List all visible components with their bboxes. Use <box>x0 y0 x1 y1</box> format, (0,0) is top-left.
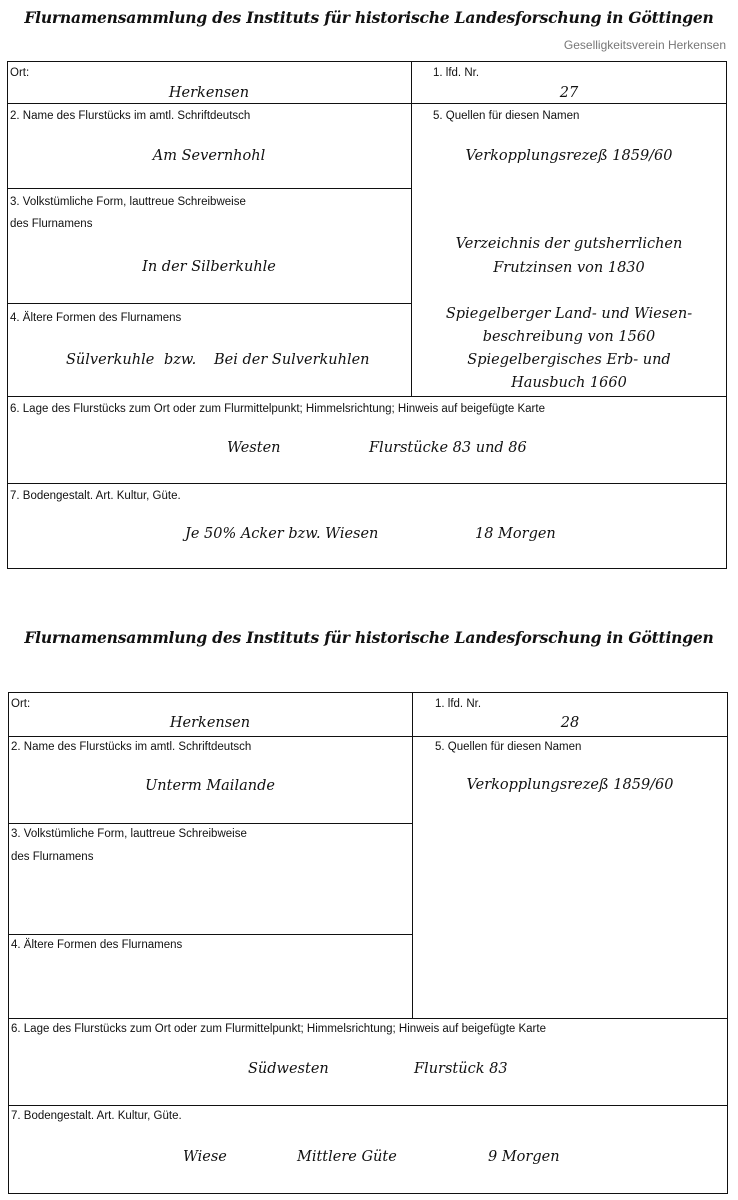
card2-column-divider <box>412 692 413 1018</box>
card1-quellen-line-4: Spiegelberger Land- und Wiesen- <box>445 306 693 322</box>
card1-aeltere-value-1: Sülverkuhle <box>66 352 155 368</box>
card2-volks-label-1: 3. Volkstümliche Form, lauttreue Schreibweise <box>11 828 247 840</box>
card1-row-divider-2 <box>7 188 411 189</box>
card1-nr-label: 1. lfd. Nr. <box>433 67 480 79</box>
card2-boden-value-3: 9 Morgen <box>488 1149 560 1165</box>
card2-boden-label: 7. Bodengestalt. Art. Kultur, Güte. <box>11 1110 182 1122</box>
card1-quellen-line-2: Verzeichnis der gutsherrlichen <box>455 236 683 252</box>
card2-lage-label: 6. Lage des Flurstücks zum Ort oder zum Flurmittelpunkt; Himmelsrichtung; Hinweis auf beigefügte Karte <box>11 1023 546 1035</box>
card1-title: Flurnamensammlung des Instituts für historische Landesforschung in Göttingen <box>24 8 714 27</box>
card1-quellen-line-3: Frutzinsen von 1830 <box>493 260 645 276</box>
card1-row-divider-3 <box>7 303 411 304</box>
card1-volks-label-1: 3. Volkstümliche Form, lauttreue Schreibweise <box>10 196 246 208</box>
card2-name-value: Unterm Mailande <box>145 778 275 794</box>
card1-ort-label: Ort: <box>10 67 30 79</box>
card2-aeltere-label: 4. Ältere Formen des Flurnamens <box>11 939 183 951</box>
card2-quellen-line-1: Verkopplungsrezeß 1859/60 <box>466 777 674 793</box>
card1-volks-value: In der Silberkuhle <box>142 259 276 275</box>
card1-row-divider-5 <box>7 483 727 484</box>
card1-nr-value: 27 <box>559 85 579 101</box>
card1-aeltere-label: 4. Ältere Formen des Flurnamens <box>10 312 182 324</box>
card1-quellen-line-6: Spiegelbergisches Erb- und <box>467 352 671 368</box>
card1-boden-label: 7. Bodengestalt. Art. Kultur, Güte. <box>10 490 181 502</box>
card1-aeltere-value-3: Bei der Sulverkuhlen <box>214 352 370 368</box>
card2-volks-label-2: des Flurnamens <box>11 851 94 863</box>
card1-row-divider-4 <box>7 396 727 397</box>
card1-column-divider <box>411 61 412 396</box>
card1-aeltere-value-2: bzw. <box>164 352 197 368</box>
card2-nr-label: 1. lfd. Nr. <box>435 698 482 710</box>
card1-quellen-label: 5. Quellen für diesen Namen <box>433 110 580 122</box>
card1-quellen-line-1: Verkopplungsrezeß 1859/60 <box>465 148 673 164</box>
card2-title: Flurnamensammlung des Instituts für historische Landesforschung in Göttingen <box>24 628 714 647</box>
card1-lage-label: 6. Lage des Flurstücks zum Ort oder zum Flurmittelpunkt; Himmelsrichtung; Hinweis auf beigefügte Karte <box>10 403 545 415</box>
card1-ort-value: Herkensen <box>168 85 250 101</box>
card1-lage-value-2: Flurstücke 83 und 86 <box>369 440 527 456</box>
card1-quellen-line-7: Hausbuch 1660 <box>511 375 627 391</box>
card2-ort-label: Ort: <box>11 698 31 710</box>
card1-name-value: Am Severnhohl <box>152 148 266 164</box>
card2-boden-value-1: Wiese <box>183 1149 227 1165</box>
card2-lage-value-1: Südwesten <box>248 1061 329 1077</box>
card1-boden-value-1: Je 50% Acker bzw. Wiesen <box>185 526 379 542</box>
card1-quellen-line-5: beschreibung von 1560 <box>482 329 656 345</box>
card2-name-label: 2. Name des Flurstücks im amtl. Schriftdeutsch <box>11 741 252 753</box>
card2-quellen-label: 5. Quellen für diesen Namen <box>435 741 582 753</box>
card1-name-label: 2. Name des Flurstücks im amtl. Schriftdeutsch <box>10 110 251 122</box>
card1-lage-value-1: Westen <box>227 440 281 456</box>
card2-nr-value: 28 <box>560 715 580 731</box>
card2-boden-value-2: Mittlere Güte <box>297 1149 397 1165</box>
card2-ort-value: Herkensen <box>169 715 251 731</box>
card1-boden-value-2: 18 Morgen <box>475 526 556 542</box>
card1-volks-label-2: des Flurnamens <box>10 218 93 230</box>
card1-subtitle: Geselligkeitsverein Herkensen <box>563 38 726 52</box>
card2-lage-value-2: Flurstück 83 <box>414 1061 508 1077</box>
card1-row-divider-1 <box>7 103 727 104</box>
